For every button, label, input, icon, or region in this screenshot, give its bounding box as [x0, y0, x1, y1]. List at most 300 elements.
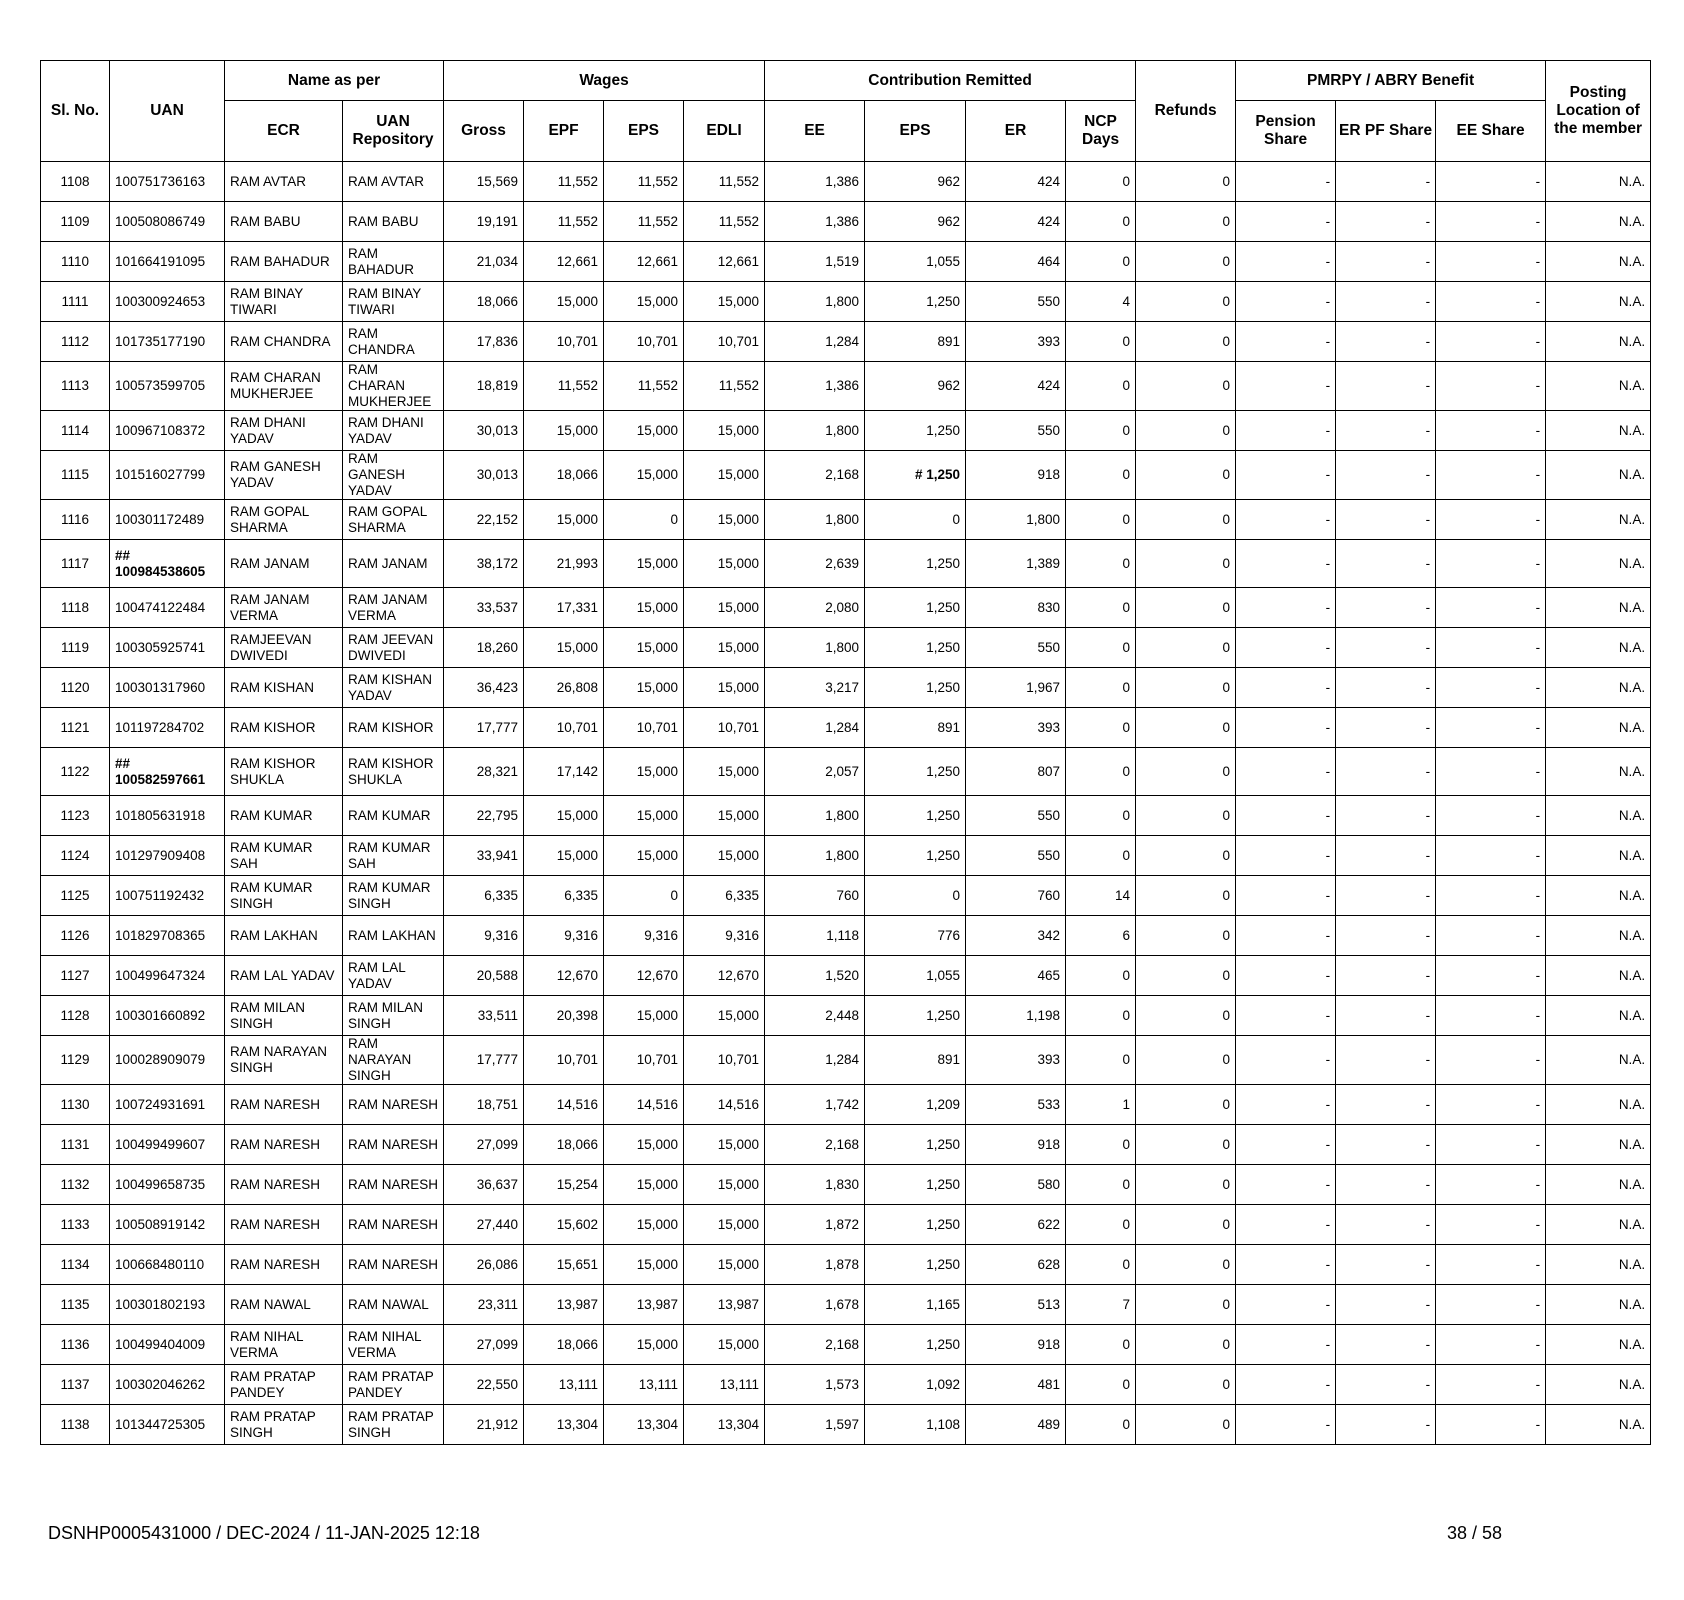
- cell-er-pf-share: -: [1336, 1325, 1436, 1365]
- cell-refunds: 0: [1136, 748, 1236, 796]
- table-row: [41, 362, 1651, 411]
- cell-posting-location: N.A.: [1546, 1085, 1651, 1125]
- cell-eps: 15,000: [604, 628, 684, 668]
- table-row: [41, 1125, 1651, 1165]
- cell-edli: 12,670: [684, 956, 765, 996]
- cell-ncp-days: 0: [1066, 202, 1136, 242]
- cell-ncp-days: 0: [1066, 1325, 1136, 1365]
- cell-ecr-name: RAM KISHOR SHUKLA: [225, 748, 343, 796]
- col-contribution-eps: EPS: [865, 101, 966, 162]
- cell-ee-share: -: [1436, 451, 1546, 500]
- cell-refunds: 0: [1136, 411, 1236, 451]
- cell-er: 342: [966, 916, 1066, 956]
- cell-pension-share: -: [1236, 322, 1336, 362]
- cell-posting-location: N.A.: [1546, 668, 1651, 708]
- cell-contribution-eps: 1,055: [865, 242, 966, 282]
- cell-gross: 30,013: [444, 451, 524, 500]
- table-row: [41, 876, 1651, 916]
- cell-ncp-days: 7: [1066, 1285, 1136, 1325]
- cell-pension-share: -: [1236, 1085, 1336, 1125]
- cell-sl-no: 1130: [41, 1085, 110, 1125]
- cell-sl-no: 1136: [41, 1325, 110, 1365]
- cell-ecr-name: RAM GANESH YADAV: [225, 451, 343, 500]
- cell-ecr-name: RAM NARAYAN SINGH: [225, 1036, 343, 1085]
- cell-refunds: 0: [1136, 322, 1236, 362]
- cell-ecr-name: RAM NAWAL: [225, 1285, 343, 1325]
- cell-uan-repository-name: RAM CHANDRA: [343, 322, 444, 362]
- cell-uan: 100508086749: [110, 202, 225, 242]
- cell-contribution-eps: 1,108: [865, 1405, 966, 1445]
- table-row: [41, 1085, 1651, 1125]
- cell-ncp-days: 0: [1066, 748, 1136, 796]
- cell-edli: 15,000: [684, 282, 765, 322]
- cell-contribution-eps: 1,092: [865, 1365, 966, 1405]
- cell-ncp-days: 0: [1066, 242, 1136, 282]
- cell-ncp-days: 0: [1066, 500, 1136, 540]
- table-row: [41, 796, 1651, 836]
- cell-sl-no: 1131: [41, 1125, 110, 1165]
- cell-uan: 100305925741: [110, 628, 225, 668]
- cell-sl-no: 1116: [41, 500, 110, 540]
- cell-edli: 15,000: [684, 748, 765, 796]
- cell-er-pf-share: -: [1336, 1285, 1436, 1325]
- cell-pension-share: -: [1236, 996, 1336, 1036]
- cell-posting-location: N.A.: [1546, 202, 1651, 242]
- cell-er-pf-share: -: [1336, 668, 1436, 708]
- table-row: [41, 162, 1651, 202]
- cell-contribution-eps: 1,165: [865, 1285, 966, 1325]
- cell-contribution-eps: 891: [865, 1036, 966, 1085]
- cell-posting-location: N.A.: [1546, 162, 1651, 202]
- cell-ecr-name: RAM DHANI YADAV: [225, 411, 343, 451]
- cell-edli: 15,000: [684, 1205, 765, 1245]
- cell-er-pf-share: -: [1336, 322, 1436, 362]
- cell-ecr-name: RAM PRATAP PANDEY: [225, 1365, 343, 1405]
- cell-posting-location: N.A.: [1546, 1205, 1651, 1245]
- cell-refunds: 0: [1136, 1125, 1236, 1165]
- cell-uan: ## 100984538605: [110, 540, 225, 588]
- col-gross: Gross: [444, 101, 524, 162]
- cell-er-pf-share: -: [1336, 282, 1436, 322]
- cell-edli: 12,661: [684, 242, 765, 282]
- col-eps: EPS: [604, 101, 684, 162]
- cell-uan: 100302046262: [110, 1365, 225, 1405]
- cell-eps: 15,000: [604, 451, 684, 500]
- cell-er-pf-share: -: [1336, 1036, 1436, 1085]
- cell-pension-share: -: [1236, 242, 1336, 282]
- cell-ecr-name: RAM JANAM VERMA: [225, 588, 343, 628]
- cell-edli: 13,111: [684, 1365, 765, 1405]
- cell-sl-no: 1120: [41, 668, 110, 708]
- cell-epf: 14,516: [524, 1085, 604, 1125]
- cell-gross: 17,836: [444, 322, 524, 362]
- cell-edli: 14,516: [684, 1085, 765, 1125]
- table-row: [41, 836, 1651, 876]
- cell-ee-share: -: [1436, 411, 1546, 451]
- cell-posting-location: N.A.: [1546, 1245, 1651, 1285]
- cell-uan: 100573599705: [110, 362, 225, 411]
- cell-er: 513: [966, 1285, 1066, 1325]
- cell-epf: 18,066: [524, 451, 604, 500]
- cell-posting-location: N.A.: [1546, 748, 1651, 796]
- cell-ncp-days: 0: [1066, 1405, 1136, 1445]
- cell-gross: 27,440: [444, 1205, 524, 1245]
- cell-ecr-name: RAM MILAN SINGH: [225, 996, 343, 1036]
- cell-sl-no: 1121: [41, 708, 110, 748]
- cell-ee-share: -: [1436, 1325, 1546, 1365]
- ecr-contribution-table: [40, 60, 1651, 1445]
- cell-posting-location: N.A.: [1546, 282, 1651, 322]
- cell-posting-location: N.A.: [1546, 956, 1651, 996]
- cell-ecr-name: RAM BINAY TIWARI: [225, 282, 343, 322]
- cell-ee-share: -: [1436, 1245, 1546, 1285]
- cell-er: 393: [966, 1036, 1066, 1085]
- cell-eps: 9,316: [604, 916, 684, 956]
- cell-ecr-name: RAMJEEVAN DWIVEDI: [225, 628, 343, 668]
- cell-ee: 1,284: [765, 322, 865, 362]
- cell-ncp-days: 14: [1066, 876, 1136, 916]
- cell-refunds: 0: [1136, 588, 1236, 628]
- cell-uan: 101344725305: [110, 1405, 225, 1445]
- cell-edli: 15,000: [684, 1125, 765, 1165]
- cell-ee-share: -: [1436, 162, 1546, 202]
- cell-ee-share: -: [1436, 1036, 1546, 1085]
- cell-ee-share: -: [1436, 1085, 1546, 1125]
- cell-ee: 3,217: [765, 668, 865, 708]
- cell-pension-share: -: [1236, 500, 1336, 540]
- cell-posting-location: N.A.: [1546, 451, 1651, 500]
- cell-edli: 6,335: [684, 876, 765, 916]
- col-ee: EE: [765, 101, 865, 162]
- cell-gross: 6,335: [444, 876, 524, 916]
- table-row: [41, 242, 1651, 282]
- cell-ee: 1,800: [765, 796, 865, 836]
- cell-uan-repository-name: RAM KUMAR SAH: [343, 836, 444, 876]
- col-ecr: ECR: [225, 101, 343, 162]
- cell-gross: 9,316: [444, 916, 524, 956]
- cell-epf: 15,000: [524, 836, 604, 876]
- cell-ee: 1,800: [765, 500, 865, 540]
- cell-posting-location: N.A.: [1546, 411, 1651, 451]
- cell-epf: 11,552: [524, 202, 604, 242]
- cell-epf: 15,000: [524, 796, 604, 836]
- cell-uan-repository-name: RAM GANESH YADAV: [343, 451, 444, 500]
- cell-sl-no: 1133: [41, 1205, 110, 1245]
- cell-pension-share: -: [1236, 708, 1336, 748]
- cell-er: 393: [966, 322, 1066, 362]
- cell-uan-repository-name: RAM DHANI YADAV: [343, 411, 444, 451]
- cell-gross: 15,569: [444, 162, 524, 202]
- cell-edli: 15,000: [684, 796, 765, 836]
- cell-edli: 9,316: [684, 916, 765, 956]
- cell-gross: 30,013: [444, 411, 524, 451]
- cell-pension-share: -: [1236, 1325, 1336, 1365]
- cell-edli: 10,701: [684, 322, 765, 362]
- cell-epf: 15,000: [524, 411, 604, 451]
- cell-ee: 1,520: [765, 956, 865, 996]
- cell-ee: 1,800: [765, 282, 865, 322]
- cell-ecr-name: RAM PRATAP SINGH: [225, 1405, 343, 1445]
- cell-pension-share: -: [1236, 836, 1336, 876]
- cell-uan-repository-name: RAM AVTAR: [343, 162, 444, 202]
- cell-ee-share: -: [1436, 836, 1546, 876]
- cell-refunds: 0: [1136, 500, 1236, 540]
- cell-gross: 23,311: [444, 1285, 524, 1325]
- cell-pension-share: -: [1236, 1365, 1336, 1405]
- cell-ecr-name: RAM CHANDRA: [225, 322, 343, 362]
- cell-ecr-name: RAM KUMAR: [225, 796, 343, 836]
- cell-sl-no: 1113: [41, 362, 110, 411]
- cell-pension-share: -: [1236, 668, 1336, 708]
- table-row: [41, 411, 1651, 451]
- group-contribution-remitted: Contribution Remitted: [765, 61, 1136, 101]
- cell-ecr-name: RAM NARESH: [225, 1245, 343, 1285]
- cell-er: 622: [966, 1205, 1066, 1245]
- cell-contribution-eps: 0: [865, 876, 966, 916]
- cell-ee-share: -: [1436, 1285, 1546, 1325]
- cell-refunds: 0: [1136, 876, 1236, 916]
- cell-ee-share: -: [1436, 668, 1546, 708]
- cell-epf: 9,316: [524, 916, 604, 956]
- cell-uan: 100508919142: [110, 1205, 225, 1245]
- cell-ee: 1,800: [765, 411, 865, 451]
- cell-er: 424: [966, 162, 1066, 202]
- cell-ncp-days: 0: [1066, 1205, 1136, 1245]
- cell-edli: 15,000: [684, 540, 765, 588]
- cell-contribution-eps: 1,250: [865, 1165, 966, 1205]
- cell-uan-repository-name: RAM KISHOR: [343, 708, 444, 748]
- cell-posting-location: N.A.: [1546, 362, 1651, 411]
- cell-er: 550: [966, 628, 1066, 668]
- cell-er-pf-share: -: [1336, 1245, 1436, 1285]
- cell-er: 580: [966, 1165, 1066, 1205]
- cell-pension-share: -: [1236, 796, 1336, 836]
- cell-pension-share: -: [1236, 1205, 1336, 1245]
- cell-sl-no: 1124: [41, 836, 110, 876]
- cell-contribution-eps: 1,250: [865, 1125, 966, 1165]
- cell-contribution-eps: 1,055: [865, 956, 966, 996]
- cell-edli: 15,000: [684, 668, 765, 708]
- cell-er-pf-share: -: [1336, 242, 1436, 282]
- cell-edli: 15,000: [684, 588, 765, 628]
- cell-ee: 2,168: [765, 1325, 865, 1365]
- cell-ee-share: -: [1436, 1405, 1546, 1445]
- cell-posting-location: N.A.: [1546, 996, 1651, 1036]
- cell-er: 550: [966, 796, 1066, 836]
- cell-epf: 15,254: [524, 1165, 604, 1205]
- cell-er-pf-share: -: [1336, 796, 1436, 836]
- cell-sl-no: 1114: [41, 411, 110, 451]
- cell-pension-share: -: [1236, 162, 1336, 202]
- cell-sl-no: 1108: [41, 162, 110, 202]
- cell-uan-repository-name: RAM JANAM: [343, 540, 444, 588]
- cell-gross: 22,795: [444, 796, 524, 836]
- cell-edli: 10,701: [684, 708, 765, 748]
- cell-uan-repository-name: RAM JANAM VERMA: [343, 588, 444, 628]
- cell-refunds: 0: [1136, 1245, 1236, 1285]
- cell-er: 533: [966, 1085, 1066, 1125]
- cell-pension-share: -: [1236, 540, 1336, 588]
- cell-sl-no: 1125: [41, 876, 110, 916]
- cell-er: 465: [966, 956, 1066, 996]
- cell-epf: 15,000: [524, 282, 604, 322]
- cell-ee: 1,386: [765, 362, 865, 411]
- cell-epf: 18,066: [524, 1325, 604, 1365]
- cell-ee-share: -: [1436, 628, 1546, 668]
- cell-eps: 10,701: [604, 708, 684, 748]
- cell-edli: 15,000: [684, 836, 765, 876]
- cell-refunds: 0: [1136, 202, 1236, 242]
- cell-contribution-eps: 891: [865, 322, 966, 362]
- col-uan: UAN: [110, 61, 225, 162]
- col-uan-repository: UAN Repository: [343, 101, 444, 162]
- cell-contribution-eps: 962: [865, 162, 966, 202]
- cell-ee-share: -: [1436, 540, 1546, 588]
- cell-ecr-name: RAM KISHAN: [225, 668, 343, 708]
- cell-ncp-days: 0: [1066, 451, 1136, 500]
- cell-ee: 1,118: [765, 916, 865, 956]
- cell-er-pf-share: -: [1336, 362, 1436, 411]
- cell-ncp-days: 6: [1066, 916, 1136, 956]
- cell-ncp-days: 0: [1066, 588, 1136, 628]
- cell-contribution-eps: 962: [865, 362, 966, 411]
- cell-ee-share: -: [1436, 282, 1546, 322]
- cell-posting-location: N.A.: [1546, 876, 1651, 916]
- cell-ee-share: -: [1436, 748, 1546, 796]
- cell-ee: 1,872: [765, 1205, 865, 1245]
- cell-eps: 12,661: [604, 242, 684, 282]
- cell-eps: 10,701: [604, 322, 684, 362]
- cell-uan-repository-name: RAM NAWAL: [343, 1285, 444, 1325]
- col-pension-share: Pension Share: [1236, 101, 1336, 162]
- cell-gross: 19,191: [444, 202, 524, 242]
- cell-ncp-days: 0: [1066, 1365, 1136, 1405]
- cell-refunds: 0: [1136, 1405, 1236, 1445]
- cell-er: 550: [966, 282, 1066, 322]
- cell-posting-location: N.A.: [1546, 796, 1651, 836]
- cell-uan: 100301317960: [110, 668, 225, 708]
- cell-ncp-days: 0: [1066, 162, 1136, 202]
- cell-uan: 100724931691: [110, 1085, 225, 1125]
- col-refunds: Refunds: [1136, 61, 1236, 162]
- cell-sl-no: 1111: [41, 282, 110, 322]
- cell-uan-repository-name: RAM KISHAN YADAV: [343, 668, 444, 708]
- cell-epf: 26,808: [524, 668, 604, 708]
- cell-refunds: 0: [1136, 242, 1236, 282]
- cell-ee: 2,057: [765, 748, 865, 796]
- cell-eps: 14,516: [604, 1085, 684, 1125]
- cell-epf: 18,066: [524, 1125, 604, 1165]
- cell-epf: 13,987: [524, 1285, 604, 1325]
- table-row: [41, 956, 1651, 996]
- cell-eps: 15,000: [604, 282, 684, 322]
- cell-ee: 2,168: [765, 1125, 865, 1165]
- cell-gross: 18,819: [444, 362, 524, 411]
- group-wages: Wages: [444, 61, 765, 101]
- cell-eps: 15,000: [604, 748, 684, 796]
- cell-contribution-eps: 1,209: [865, 1085, 966, 1125]
- cell-ncp-days: 0: [1066, 668, 1136, 708]
- cell-edli: 13,987: [684, 1285, 765, 1325]
- cell-er: 918: [966, 1325, 1066, 1365]
- col-posting-location: Posting Location of the member: [1546, 61, 1651, 162]
- table-header: [41, 61, 1651, 162]
- table-row: [41, 322, 1651, 362]
- cell-uan: 100967108372: [110, 411, 225, 451]
- cell-ee: 1,573: [765, 1365, 865, 1405]
- cell-eps: 15,000: [604, 1205, 684, 1245]
- cell-uan: 100668480110: [110, 1245, 225, 1285]
- cell-gross: 26,086: [444, 1245, 524, 1285]
- cell-pension-share: -: [1236, 916, 1336, 956]
- cell-uan-repository-name: RAM NARESH: [343, 1125, 444, 1165]
- cell-ee-share: -: [1436, 362, 1546, 411]
- cell-eps: 15,000: [604, 540, 684, 588]
- cell-er: 1,800: [966, 500, 1066, 540]
- cell-er: 760: [966, 876, 1066, 916]
- cell-ee: 1,597: [765, 1405, 865, 1445]
- cell-edli: 15,000: [684, 628, 765, 668]
- cell-refunds: 0: [1136, 836, 1236, 876]
- cell-posting-location: N.A.: [1546, 540, 1651, 588]
- cell-contribution-eps: 1,250: [865, 588, 966, 628]
- cell-gross: 21,912: [444, 1405, 524, 1445]
- cell-uan: 101664191095: [110, 242, 225, 282]
- cell-ee: 1,742: [765, 1085, 865, 1125]
- cell-uan-repository-name: RAM PRATAP PANDEY: [343, 1365, 444, 1405]
- cell-sl-no: 1138: [41, 1405, 110, 1445]
- cell-edli: 15,000: [684, 500, 765, 540]
- cell-uan: 100499404009: [110, 1325, 225, 1365]
- cell-epf: 15,000: [524, 500, 604, 540]
- cell-epf: 17,142: [524, 748, 604, 796]
- cell-uan: 101805631918: [110, 796, 225, 836]
- cell-ee-share: -: [1436, 322, 1546, 362]
- cell-gross: 33,511: [444, 996, 524, 1036]
- cell-er-pf-share: -: [1336, 748, 1436, 796]
- cell-refunds: 0: [1136, 996, 1236, 1036]
- cell-ecr-name: RAM KUMAR SINGH: [225, 876, 343, 916]
- cell-er-pf-share: -: [1336, 1085, 1436, 1125]
- cell-refunds: 0: [1136, 956, 1236, 996]
- cell-contribution-eps: 1,250: [865, 282, 966, 322]
- cell-uan: 101516027799: [110, 451, 225, 500]
- cell-ee-share: -: [1436, 1205, 1546, 1245]
- cell-ee: 2,168: [765, 451, 865, 500]
- cell-ee: 1,878: [765, 1245, 865, 1285]
- cell-er: 1,198: [966, 996, 1066, 1036]
- cell-edli: 15,000: [684, 1325, 765, 1365]
- cell-ecr-name: RAM GOPAL SHARMA: [225, 500, 343, 540]
- cell-contribution-eps: 1,250: [865, 411, 966, 451]
- cell-er-pf-share: -: [1336, 1165, 1436, 1205]
- cell-posting-location: N.A.: [1546, 836, 1651, 876]
- cell-ncp-days: 0: [1066, 836, 1136, 876]
- cell-uan: 100499658735: [110, 1165, 225, 1205]
- cell-er: 424: [966, 202, 1066, 242]
- cell-pension-share: -: [1236, 1245, 1336, 1285]
- cell-refunds: 0: [1136, 1325, 1236, 1365]
- table-row: [41, 748, 1651, 796]
- cell-er-pf-share: -: [1336, 836, 1436, 876]
- cell-sl-no: 1129: [41, 1036, 110, 1085]
- cell-er: 393: [966, 708, 1066, 748]
- cell-uan-repository-name: RAM BINAY TIWARI: [343, 282, 444, 322]
- cell-posting-location: N.A.: [1546, 242, 1651, 282]
- cell-edli: 11,552: [684, 362, 765, 411]
- cell-ecr-name: RAM BAHADUR: [225, 242, 343, 282]
- cell-uan: 100751736163: [110, 162, 225, 202]
